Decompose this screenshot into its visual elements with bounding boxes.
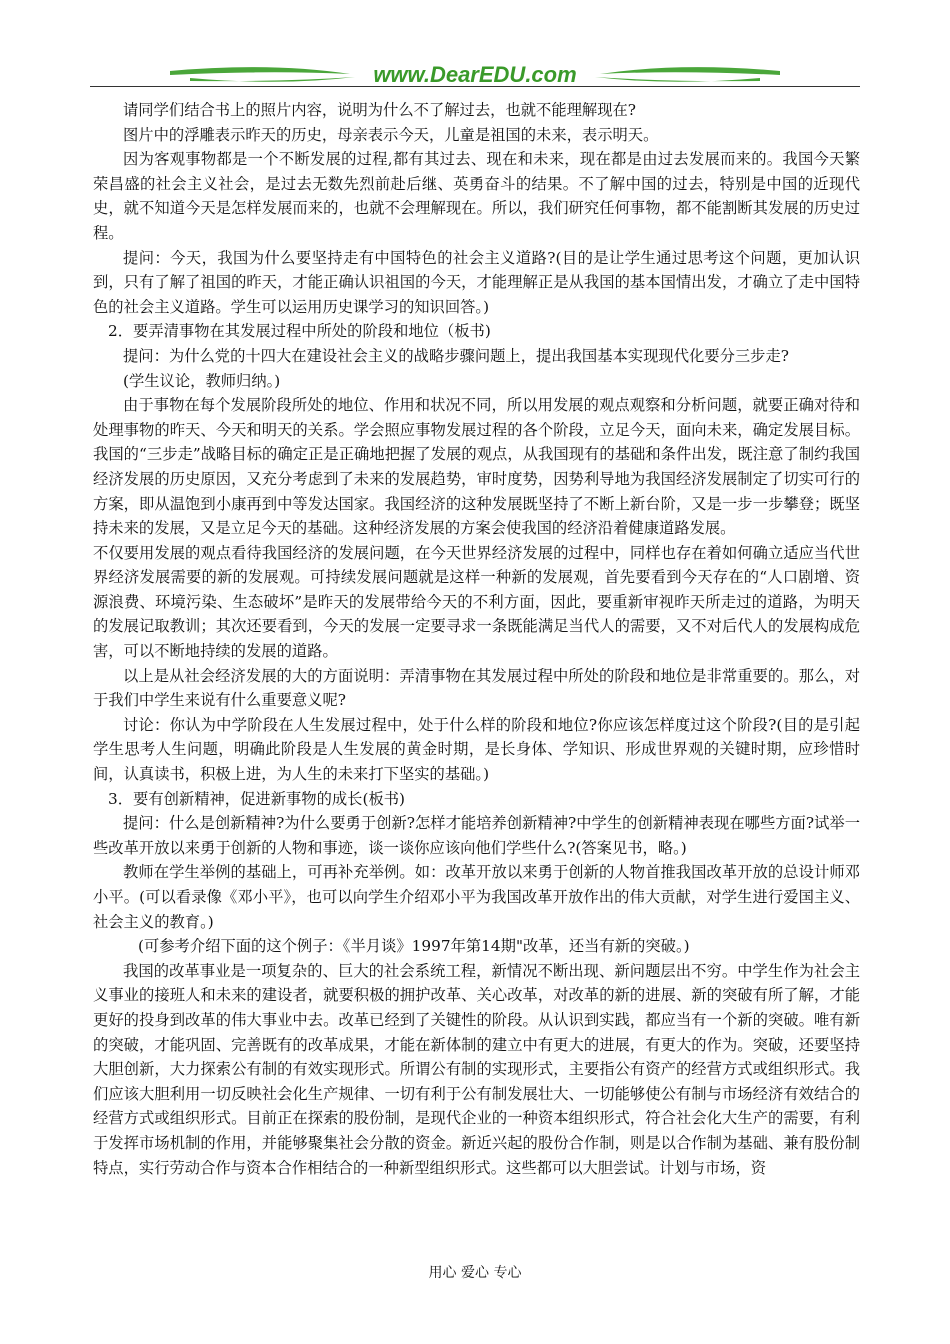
paragraph: 请同学们结合书上的照片内容，说明为什么不了解过去，也就不能理解现在? [123,101,637,119]
paragraph: 以上是从社会经济发展的大的方面说明：弄清事物在其发展过程中所处的阶段和地位是非常重要的。那么，对于我们中学生来说有什么重要意义呢? [93,666,860,710]
page-footer: 用心 爱心 专心 [428,1265,522,1281]
page-header [90,58,860,94]
section-heading: 3．要有创新精神，促进新事物的成长(板书) [108,789,406,808]
paragraph: 由于事物在每个发展阶段所处的地位、作用和状况不同，所以用发展的观点观察和分析问题，就要正确对待和处理事物的昨天、今天和明天的关系。学会照应事物发展过程的各个阶段，立足今天，面向未来，确定发展目标。我国的“三步走”战略目标的确定正是正确地把握了发展的观点，从我国现有的基础和条件出发，既注意了制约我国经济发展的历史原因，又充分考虑到了未来的发展趋势，审时度势，因势利导地为我国经济发展制定了切实可行的方案，即从温饱到小康再到中等发达国家。我国经济的这种发展既坚持了不断上新台阶，又是一步一步攀登；既坚持未来的发展，又是立足今天的基础。这种经济发展的方案会使我国的经济沿着健康道路发展。 [93,396,860,538]
paragraph: 不仅要用发展的观点看待我国经济的发展问题，在今天世界经济发展的过程中，同样也存在着如何确立适应当代世界经济发展需要的新的发展观。可持续发展问题就是这样一种新的发展观，首先要看到今天存在的“人口剧增、资源浪费、环境污染、生态破坏”是昨天的发展带给今天的不利方面，因此，要重新审视昨天所走过的道路，为明天的发展记取教训；其次还要看到，今天的发展一定要寻求一条既能满足当代人的需要，又不对后代人的发展构成危害，可以不断地持续的发展的道路。 [93,543,860,661]
paragraph: 图片中的浮雕表示昨天的历史，母亲表示今天，儿童是祖国的未来，表示明天。 [123,125,659,144]
document-body [93,98,860,1180]
section-heading: 2．要弄清事物在其发展过程中所处的阶段和地位（板书) [108,322,491,341]
paragraph: 我国的改革事业是一项复杂的、巨大的社会系统工程，新情况不断出现、新问题层出不穷。中学生作为社会主义事业的接班人和未来的建设者，就要积极的拥护改革、关心改革，对改革的新的进展、新的突破有所了解，才能更好的投身到改革的伟大事业中去。改革已经到了关键性的阶段。从认识到实践，都应当有一个新的突破。唯有新的突破，才能巩固、完善既有的改革成果，才能在新体制的建立中有更大的进展，有更大的作为。突破，还要坚持大胆创新，大力探索公有制的有效实现形式。所谓公有制的实现形式，主要指公有资产的经营方式或组织形式。我们应该大胆利用一切反映社会化生产规律、一切有利于公有制发展壮大、一切能够使公有制与市场经济有效结合的经营方式或组织形式。目前正在探索的股份制，是现代企业的一种资本组织形式，符合社会化大生产的需要，有利于发挥市场机制的作用，并能够聚集社会分散的资金。新近兴起的股份合作制，则是以合作制为基础、兼有股份制特点，实行劳动合作与资本合作相结合的一种新型组织形式。这些都可以大胆尝试。计划与市场，资 [93,961,860,1177]
paragraph: 因为客观事物都是一个不断发展的过程,都有其过去、现在和未来，现在都是由过去发展而来的。我国今天繁荣昌盛的社会主义社会，是过去无数先烈前赴后继、英勇奋斗的结果。不了解中国的过去，特别是中国的近现代史，就不知道今天是怎样发展而来的，也就不会理解现在。所以，我们研究任何事物，都不能割断其发展的历史过程。 [93,150,860,242]
paragraph: 提问：为什么党的十四大在建设社会主义的战略步骤问题上，提出我国基本实现现代化要分三步走? [123,346,789,365]
paragraph: (可参考介绍下面的这个例子：《半月谈》1997年第14期"改革，还当有新的突破。) [138,937,690,956]
paragraph: 讨论：你认为中学阶段在人生发展过程中，处于什么样的阶段和地位?你应该怎样度过这个阶段?(目的是引起学生思考人生问题，明确此阶段是人生发展的黄金时期，是长身体、学知识、形成世界观的关键时期，应珍惜时间，认真读书，积极上进，为人生的未来打下坚实的基础。) [93,715,860,784]
paragraph: (学生议论，教师归纳。) [123,371,281,390]
paragraph: 教师在学生举例的基础上，可再补充举例。如：改革开放以来勇于创新的人物首推我国改革开放的总设计师邓小平。(可以看录像《邓小平》，也可以向学生介绍邓小平为我国改革开放作出的伟大贡献，对学生进行爱国主义、社会主义的教育。) [93,863,860,931]
site-logo: www.DearEDU.com [373,62,577,87]
paragraph: 提问：什么是创新精神?为什么要勇于创新?怎样才能培养创新精神?中学生的创新精神表现在哪些方面?试举一些改革开放以来勇于创新的人物和事迹，谈一谈你应该向他们学些什么?(答案见书，略。) [93,814,860,857]
header-rule [90,86,860,87]
header-banner [90,58,860,94]
paragraph: 提问：今天，我国为什么要坚持走有中国特色的社会主义道路?(目的是让学生通过思考这个问题，更加认识到，只有了解了祖国的昨天，才能正确认识祖国的今天，才能理解正是从我国的基本国情出发，才确立了走中国特色的社会主义道路。学生可以运用历史课学习的知识回答。) [93,248,860,316]
